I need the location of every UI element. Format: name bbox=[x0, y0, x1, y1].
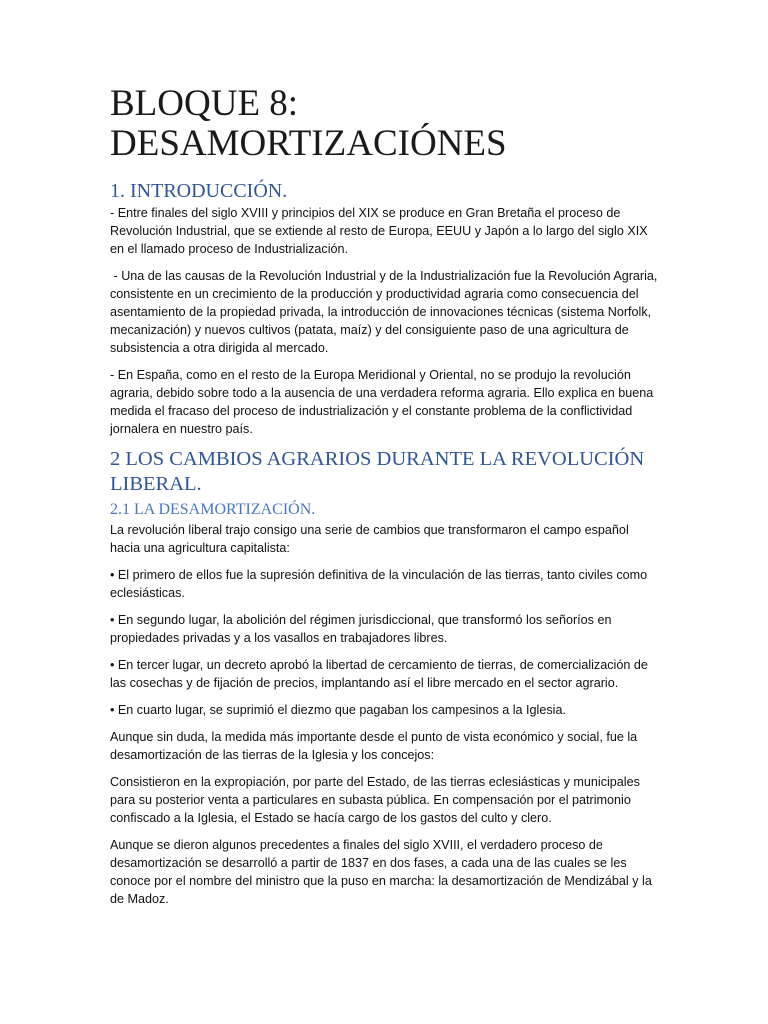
section-paragraph-2: Aunque sin duda, la medida más importante desde el punto de vista económico y social, fue la desamortización de las tierras de la Iglesia y los concejos: bbox=[110, 730, 638, 762]
document-title bbox=[110, 84, 658, 164]
section-2-heading: 2 LOS CAMBIOS AGRARIOS DURANTE LA REVOLUCIÓN LIBERAL. bbox=[110, 448, 645, 495]
section-paragraph-4: Aunque se dieron algunos precedentes a finales del siglo XVIII, el verdadero proceso de desamortización se desarrolló a partir de 1837 en dos fases, a cada una de las cuales se les conoce por el nombre del ministro que la puso en marcha: la desamortización de Mendizábal y la de Madoz. bbox=[110, 838, 652, 906]
bullet-item-4: • En cuarto lugar, se suprimió el diezmo que pagaban los campesinos a la Iglesia. bbox=[110, 703, 566, 717]
bullet-item-1: • El primero de ellos fue la supresión definitiva de la vinculación de las tierras, tanto civiles como eclesiásticas. bbox=[110, 568, 648, 600]
section-paragraph-3: Consistieron en la expropiación, por parte del Estado, de las tierras eclesiásticas y municipales para su posterior venta a particulares en subasta pública. En compensación por el patrimonio confiscado a la Iglesia, el Estado se hacía cargo de los gastos del culto y clero. bbox=[110, 775, 640, 825]
intro-paragraph-1: - Entre finales del siglo XVIII y principios del XIX se produce en Gran Bretaña el proceso de Revolución Industrial, que se extiende al resto de Europa, EEUU y Japón a lo largo del siglo XIX en el llamado proceso de Industrialización. bbox=[110, 206, 648, 256]
bullet-item-3: • En tercer lugar, un decreto aprobó la libertad de cercamiento de tierras, de comercialización de las cosechas y de fijación de precios, implantando así el libre mercado en el sector agrario. bbox=[110, 658, 648, 690]
section-2-1-heading: 2.1 LA DESAMORTIZACIÓN. bbox=[110, 501, 316, 518]
section-paragraph-1: La revolución liberal trajo consigo una serie de cambios que transformaron el campo español hacia una agricultura capitalista: bbox=[110, 523, 629, 555]
intro-heading: 1. INTRODUCCIÓN. bbox=[110, 180, 288, 202]
title-line-2: DESAMORTIZACIÓNES bbox=[110, 123, 507, 164]
bullet-item-2: • En segundo lugar, la abolición del régimen jurisdiccional, que transformó los señoríos en propiedades privadas y a los vasallos en trabajadores libres. bbox=[110, 613, 612, 645]
intro-paragraph-3: - En España, como en el resto de la Europa Meridional y Oriental, no se produjo la revolución agraria, debido sobre todo a la ausencia de una verdadera reforma agraria. Ello explica en buena medida el fracaso del proceso de industrialización y el constante problema de la conflictividad jornalera en nuestro país. bbox=[110, 368, 654, 436]
intro-paragraph-2: - Una de las causas de la Revolución Industrial y de la Industrialización fue la Revolución Agraria, consistente en un crecimiento de la producción y productividad agraria como consecuencia del asentamiento de la propiedad privada, la introducción de innovaciones técnicas (sistema Norfolk, mecanización) y nuevos cultivos (patata, maíz) y del consiguiente paso de una agricultura de subsistencia a otra dirigida al mercado. bbox=[110, 269, 661, 355]
title-line-1: BLOQUE 8: bbox=[110, 83, 299, 124]
document-page bbox=[110, 83, 661, 917]
